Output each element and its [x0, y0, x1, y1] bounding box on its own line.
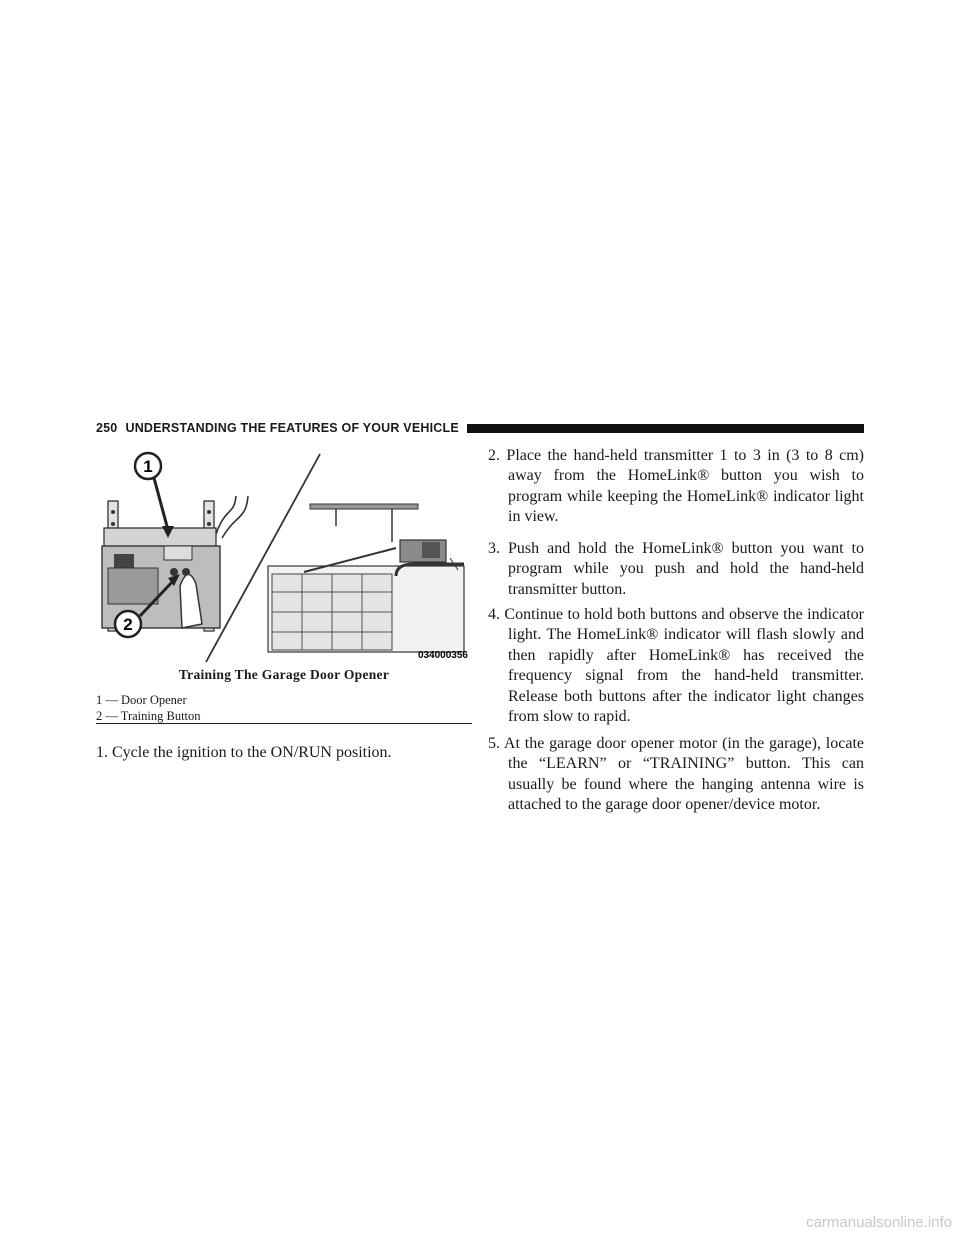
legend-item-door-opener: 1 — Door Opener [96, 693, 187, 707]
step-1: 1. Cycle the ignition to the ON/RUN position. [96, 744, 392, 761]
figure-garage-door-opener [96, 446, 472, 668]
image-code: 034000356 [417, 650, 468, 661]
step-5: 5. At the garage door opener motor (in the garage), locate the “LEARN” or “TRAINING” button. This can usually be found where the hanging antenna wire is attached to the garage door opener/device motor. [488, 735, 864, 814]
step-3: 3. Push and hold the HomeLink® button you want to program while you push and hold the hand-held transmitter button. [488, 540, 864, 598]
page-header [96, 419, 864, 437]
svg-text:2: 2 [123, 615, 133, 634]
legend-item-training-button: 2 — Training Button [96, 709, 201, 723]
watermark: carmanualsonline.info [806, 1214, 952, 1231]
figure-legend [96, 692, 472, 724]
header-rule [467, 424, 864, 433]
legend-rule [96, 723, 472, 724]
svg-text:1: 1 [143, 457, 153, 476]
garage-opener-illustration [96, 446, 472, 668]
garage-scene [268, 504, 464, 652]
step-2: 2. Place the hand-held transmitter 1 to 3 in (3 to 8 cm) away from the HomeLink® button you wish to program while keeping the HomeLink® indicator light in view. [488, 447, 864, 526]
running-title: UNDERSTANDING THE FEATURES OF YOUR VEHICLE [125, 421, 459, 435]
step-4: 4. Continue to hold both buttons and observe the indicator light. The HomeLink® indicator will flash slowly and then rapidly after HomeLink® has received the frequency signal from the hand-held transmitter. Release both buttons after the indicator light changes from slow to rapid. [488, 606, 864, 726]
figure-caption: Training The Garage Door Opener [178, 667, 390, 682]
callout-1 [135, 453, 174, 538]
page-number: 250 [96, 421, 118, 435]
